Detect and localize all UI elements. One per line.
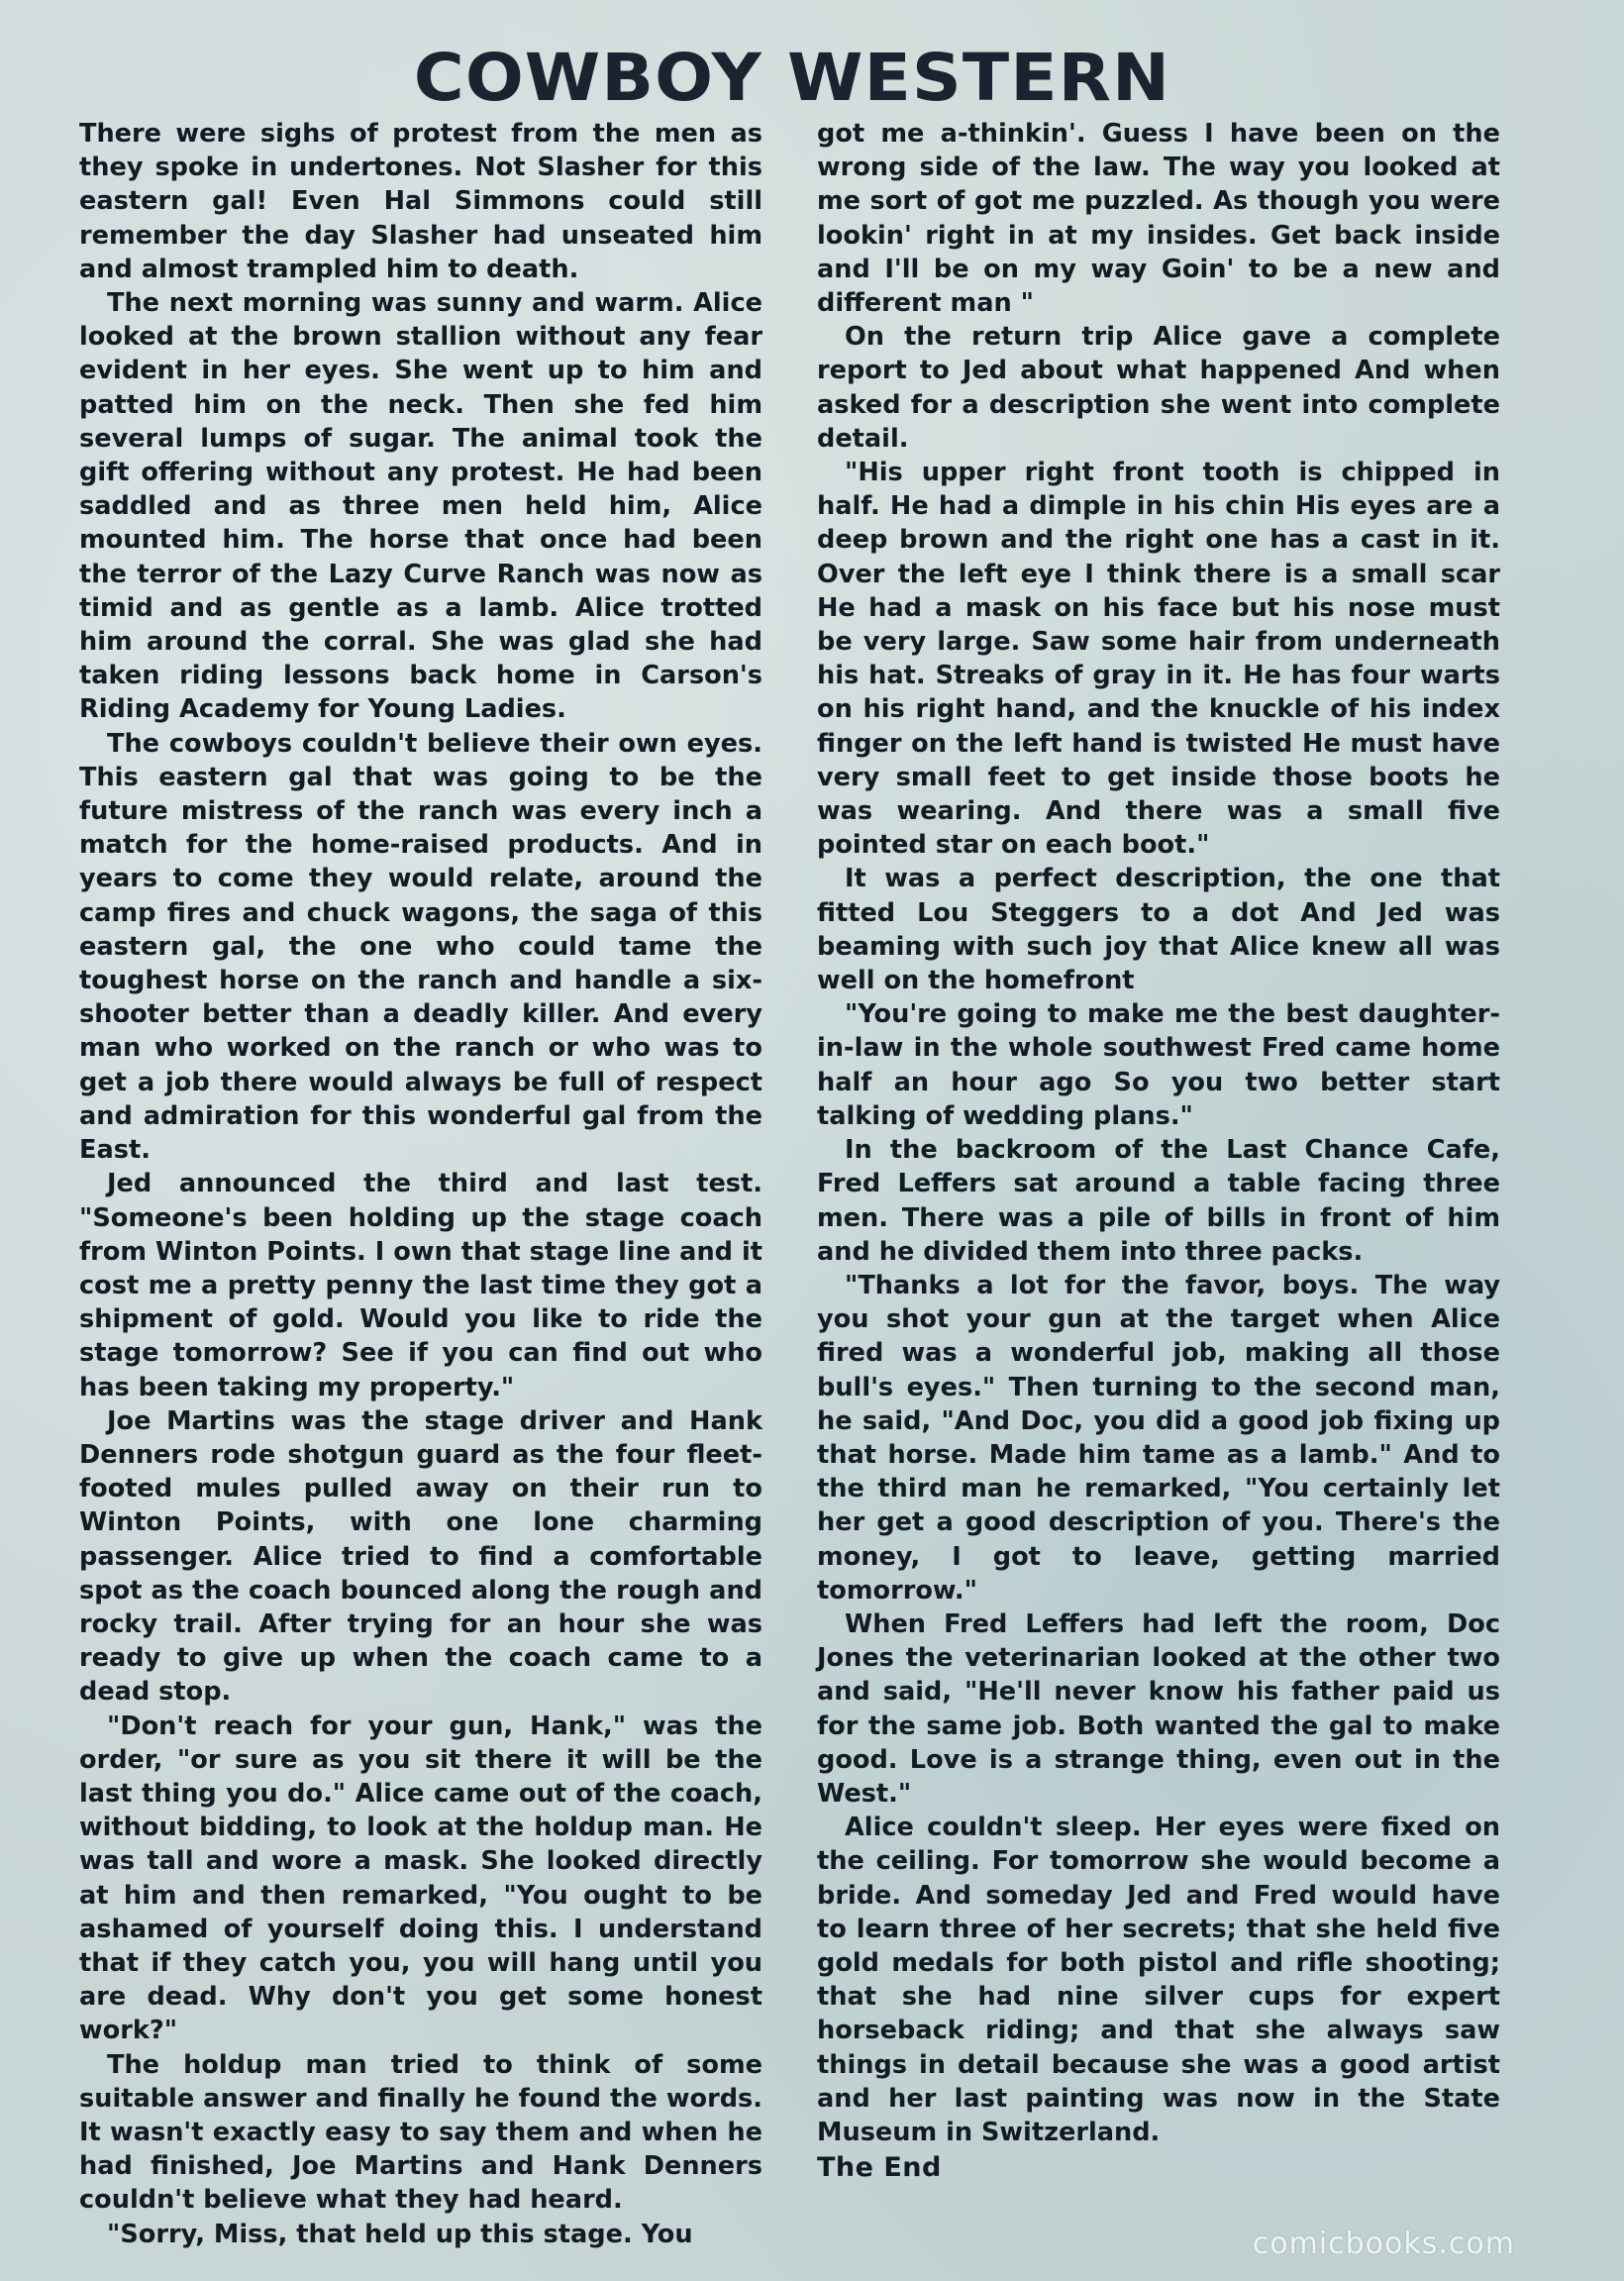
- story-paragraph: "Don't reach for your gun, Hank," was the order, "or sure as you sit there it will be the last thing you do." Alice came out of the coach, without bidding, to look at the holdup man. He was tall and wore a mask. She looked directly at him and then remarked, "You ought to be ashamed of yourself doing this. I understand that if they catch you, you will hang until you are dead. Why don't you get some honest work?": [79, 1711, 762, 2046]
- story-paragraph: "Sorry, Miss, that held up this stage. You: [107, 2219, 693, 2249]
- watermark-text: comicbooks.com: [1252, 2227, 1515, 2261]
- story-paragraph: On the return trip Alice gave a complete report to Jed about what happened And when asked for a description she went into complete detail.: [817, 322, 1500, 454]
- story-paragraph: Joe Martins was the stage driver and Hank Denners rode shotgun guard as the four fleet-footed mules pulled away on their run to Winton Points, with one lone charming passenger. Alice tried to find a comfortable spot as the coach bounced along the rough and rocky trail. After trying for an hour she was ready to give up when the coach came to a dead stop.: [79, 1405, 762, 1708]
- story-paragraph: The cowboys couldn't believe their own eyes. This eastern gal that was going to be the future mistress of the ranch was every inch a match for the home-raised products. And in years to come they would relate, around the camp fires and chuck wagons, the saga of this eastern gal, the one who could tame the toughest horse on the ranch and handle a six-shooter better than a deadly killer. And every man who worked on the ranch or who was to get a job there would always be full of respect and admiration for this wonderful gal from the East.: [79, 728, 762, 1166]
- story-paragraph: In the backroom of the Last Chance Cafe, Fred Leffers sat around a table facing three men. There was a pile of bills in front of him and he divided them into three packs.: [817, 1135, 1500, 1267]
- story-paragraph: Alice couldn't sleep. Her eyes were fixed on the ceiling. For tomorrow she would become a bride. And someday Jed and Fred would have to learn three of her secrets; that she held five gold medals for both pistol and rifle shooting; that she had nine silver cups for expert horseback riding; and that she always saw things in detail because she was a good artist and her last painting was now in the State Museum in Switzerland.: [817, 1813, 1500, 2147]
- page-title: COWBOY WESTERN: [413, 40, 1171, 116]
- left-column: [79, 117, 762, 2249]
- story-paragraph: "His upper right front tooth is chipped in half. He had a dimple in his chin His eyes are a deep brown and the right one has a cast in it. Over the left eye I think there is a small scar He had a mask on his face but his nose must be very large. Saw some hair from underneath his hat. Streaks of gray in it. He has four warts on his right hand, and the knuckle of his index finger on the left hand is twisted He must have very small feet to get inside those boots he was wearing. And there was a small five pointed star on each boot.": [817, 458, 1500, 861]
- the-end-label: The End: [817, 2152, 942, 2184]
- story-paragraph: Jed announced the third and last test. "Someone's been holding up the stage coach from Winton Points. I own that stage line and it cost me a pretty penny the last time they got a shipment of gold. Would you like to ride the stage tomorrow? See if you can find out who has been taking my property.": [79, 1169, 762, 1402]
- story-paragraph: When Fred Leffers had left the room, Doc Jones the veterinarian looked at the other two and said, "He'll never know his father paid us for the same job. Both wanted the gal to make good. Love is a strange thing, even out in the West.": [817, 1608, 1500, 1809]
- story-paragraph: There were sighs of protest from the men as they spoke in undertones. Not Slasher for this eastern gal! Even Hal Simmons could still remember the day Slasher had unseated him and almost trampled him to death.: [79, 119, 762, 284]
- story-paragraph: got me a-thinkin'. Guess I have been on the wrong side of the law. The way you looked at me sort of got me puzzled. As though you were lookin' right in at my insides. Get back inside and I'll be on my way Goin' to be a new and different man ": [817, 119, 1500, 319]
- story-paragraph: "Thanks a lot for the favor, boys. The way you shot your gun at the target when Alice fired was a wonderful job, making all those bull's eyes." Then turning to the second man, he said, "And Doc, you did a good job fixing up that horse. Made him tame as a lamb." And to the third man he remarked, "You certainly let her get a good description of you. There's the money, I got to leave, getting married tomorrow.": [817, 1270, 1500, 1606]
- right-column: [817, 117, 1500, 2207]
- story-paragraph: The next morning was sunny and warm. Alice looked at the brown stallion without any fear evident in her eyes. She went up to him and patted him on the neck. Then she fed him several lumps of sugar. The animal took the gift offering without any protest. He had been saddled and as three men held him, Alice mounted him. The horse that once had been the terror of the Lazy Curve Ranch was now as timid and as gentle as a lamb. Alice trotted him around the corral. She was glad she had taken riding lessons back home in Carson's Riding Academy for Young Ladies.: [79, 288, 762, 725]
- story-paragraph: It was a perfect description, the one that fitted Lou Steggers to a dot And Jed was beaming with such joy that Alice knew all was well on the homefront: [817, 864, 1500, 996]
- story-paragraph: The holdup man tried to think of some suitable answer and finally he found the words. It wasn't exactly easy to say them and when he had finished, Joe Martins and Hank Denners couldn't believe what they had heard.: [79, 2049, 762, 2216]
- story-paragraph: "You're going to make me the best daughter-in-law in the whole southwest Fred came home half an hour ago So you two better start talking of wedding plans.": [817, 999, 1500, 1131]
